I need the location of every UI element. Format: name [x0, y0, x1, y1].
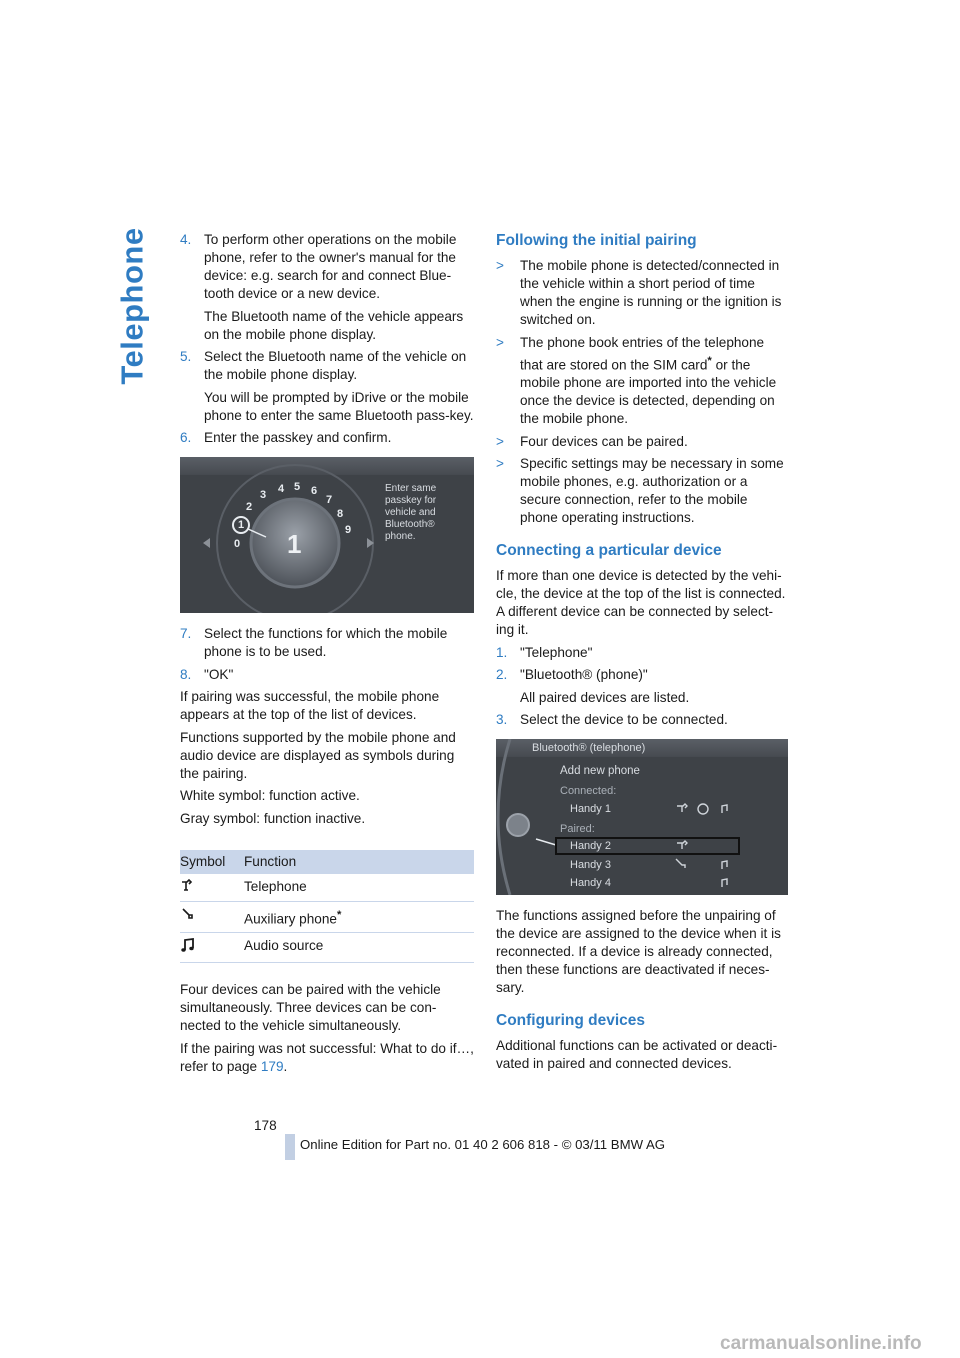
section-heading: Configuring devices [496, 1012, 645, 1030]
step-5 [180, 348, 474, 384]
paired-label: Paired: [560, 823, 595, 836]
step-text: Select the functions for which the mobile phone is to be used. [204, 626, 448, 659]
bullet-text-part: or the mobile phone are imported into the vehicle once the device is detected, depending on the mobile phone. [520, 357, 777, 427]
device-item-selected: Handy 2 [570, 840, 611, 853]
dial-digit: 8 [337, 508, 344, 520]
step-note: You will be prompted by iDrive or the mobile phone to enter the same Bluetooth pass-key. [204, 389, 474, 423]
dial-digit: 6 [311, 485, 318, 497]
left-column [180, 231, 474, 1080]
bullet-item [496, 455, 788, 527]
auxiliary-phone-symbol-icon [180, 901, 244, 933]
page-number: 178 [254, 1118, 277, 1133]
section-title-vertical [108, 226, 158, 386]
caption-line: vehicle and [385, 507, 436, 518]
step-number: 8. [180, 666, 192, 682]
step-note: The Bluetooth name of the vehicle appears on the mobile phone display. [204, 308, 464, 342]
function-symbols [676, 804, 727, 887]
paragraph: Additional functions can be activated or deacti-vated in paired and connected devices. [496, 1038, 778, 1072]
step-2 [496, 666, 788, 684]
section-heading: Following the initial pairing [496, 232, 697, 249]
paragraph: Four devices can be paired with the vehicle simultaneously. Three devices can be con-nected to the vehicle simultaneously. [180, 982, 441, 1034]
paragraph: White symbol: function active. [180, 788, 360, 803]
caption-line: passkey for [385, 495, 437, 506]
page-reference-link[interactable]: 179 [260, 1058, 284, 1074]
bullet-item [496, 334, 788, 429]
paragraph-text: If the pairing was not successful: What to do if…, refer to page [180, 1040, 474, 1074]
right-column [496, 231, 788, 1078]
watermark: carmanualsonline.info [720, 1333, 922, 1354]
step-text: "Telephone" [520, 644, 593, 660]
section-title: Telephone [115, 227, 150, 385]
controller-knob [507, 814, 529, 836]
step-number: 1. [496, 644, 508, 660]
step-3 [496, 711, 788, 729]
dial-center-digit: 1 [287, 529, 302, 559]
bullet-text: The mobile phone is detected/connected in the vehicle within a short period of time when the engine is running or the ignition is switched on. [520, 258, 782, 327]
caption-line: Enter same [385, 483, 437, 494]
device-list-graphic [496, 739, 788, 895]
function-name: Audio source [244, 933, 474, 963]
step-number: 3. [496, 712, 508, 728]
connected-label: Connected: [560, 785, 617, 798]
caption-line: Bluetooth® [385, 519, 435, 530]
section-heading: Connecting a particular device [496, 542, 722, 560]
bullet-marker: > [496, 334, 504, 350]
paragraph-text: . [283, 1058, 288, 1074]
step-text: "Bluetooth® (phone)" [520, 667, 648, 683]
step-number: 7. [180, 626, 192, 641]
auxiliary-phone-symbol-icon [676, 859, 685, 868]
step-8 [180, 666, 474, 684]
device-item: Handy 3 [570, 859, 611, 872]
step-1 [496, 644, 788, 662]
step-text: Enter the passkey and confirm. [204, 430, 392, 445]
device-item: Handy 4 [570, 877, 611, 890]
step-note: All paired devices are listed. [520, 689, 690, 705]
table-row [180, 901, 474, 933]
paragraph: If pairing was successful, the mobile phone appears at the top of the list of devices. [180, 689, 440, 722]
dial-digit: 7 [326, 494, 333, 506]
screen-title: Bluetooth® (telephone) [532, 742, 646, 755]
step-4 [180, 231, 474, 303]
dial-digit: 9 [345, 524, 352, 536]
dial-digit: 3 [260, 489, 267, 501]
edition-footer: Online Edition for Part no. 01 40 2 606 818 - © 03/11 BMW AG [300, 1137, 666, 1152]
step-text: To perform other operations on the mobile phone, refer to the owner's manual for the device: e.g. search for and connect Blue-tooth device or a new device. [204, 232, 457, 301]
bullet-marker: > [496, 456, 504, 472]
column-header: Symbol [180, 850, 244, 874]
music-note-icon [722, 805, 727, 813]
step-6 [180, 429, 474, 447]
step-number: 5. [180, 349, 192, 364]
table-row [180, 933, 474, 963]
table-row [180, 874, 474, 902]
footer-accent-bar [285, 1134, 295, 1160]
step-number: 6. [180, 430, 192, 445]
bullet-text: Four devices can be paired. [520, 433, 688, 449]
bullet-marker: > [496, 433, 504, 449]
function-label: Auxiliary phone [244, 911, 337, 927]
optional-equipment-star: * [707, 354, 712, 367]
screen-arc [498, 739, 510, 895]
passkey-instruction [385, 483, 436, 543]
connected-symbol-icon [698, 804, 708, 814]
selection-pointer [536, 839, 556, 845]
symbol-function-table [180, 850, 474, 964]
bullet-item [496, 433, 788, 451]
step-number: 2. [496, 667, 508, 683]
dial-digit: 4 [278, 483, 285, 495]
bullet-text: Specific settings may be necessary in some mobile phones, e.g. authorization or a secure connection, refer to the mobile phone operating instructions. [520, 456, 784, 526]
function-name: Telephone [244, 874, 474, 902]
bullet-text-part: The phone book entries of the telephone that are stored on the SIM card [520, 334, 765, 373]
device-item: Handy 1 [570, 803, 611, 816]
step-text: Select the Bluetooth name of the vehicle on the mobile phone display. [204, 349, 467, 382]
music-note-icon [722, 879, 727, 887]
passkey-screen-image [180, 457, 474, 613]
telephone-symbol-icon [180, 874, 244, 902]
paragraph: If more than one device is detected by the vehi-cle, the device at the top of the list is connected. A different device can be connected by select-ing it. [496, 568, 786, 638]
bullet-item [496, 257, 788, 329]
left-arrow-icon [203, 538, 210, 548]
paragraph: The functions assigned before the unpairing of the device are assigned to the device when it is reconnected. If a device is already connected, then these functions are deactivated if neces-sary. [496, 908, 781, 996]
column-header: Function [244, 850, 474, 874]
bullet-marker: > [496, 258, 504, 273]
table-header-row [180, 850, 474, 874]
telephone-symbol-icon [677, 841, 687, 849]
music-note-icon [180, 933, 244, 963]
bullet-text [520, 334, 788, 429]
paragraph [180, 1040, 474, 1076]
step-number: 4. [180, 232, 192, 247]
add-new-phone-item: Add new phone [560, 765, 640, 778]
music-note-icon [722, 861, 727, 869]
bluetooth-device-list-image [496, 739, 788, 895]
function-name [244, 901, 474, 933]
dial-digit: 1 [238, 519, 245, 531]
step-7 [180, 625, 474, 661]
paragraph: Functions supported by the mobile phone and audio device are displayed as symbols during the pairing. [180, 729, 456, 781]
dial-digit: 2 [246, 501, 253, 513]
paragraph: Gray symbol: function inactive. [180, 810, 366, 826]
step-text: "OK" [204, 666, 234, 682]
telephone-symbol-icon [677, 804, 687, 812]
dial-digit: 0 [234, 538, 241, 550]
dial-digit: 5 [294, 481, 301, 493]
step-text: Select the device to be connected. [520, 712, 728, 728]
caption-line: phone. [385, 531, 416, 542]
optional-equipment-star: * [336, 908, 342, 921]
